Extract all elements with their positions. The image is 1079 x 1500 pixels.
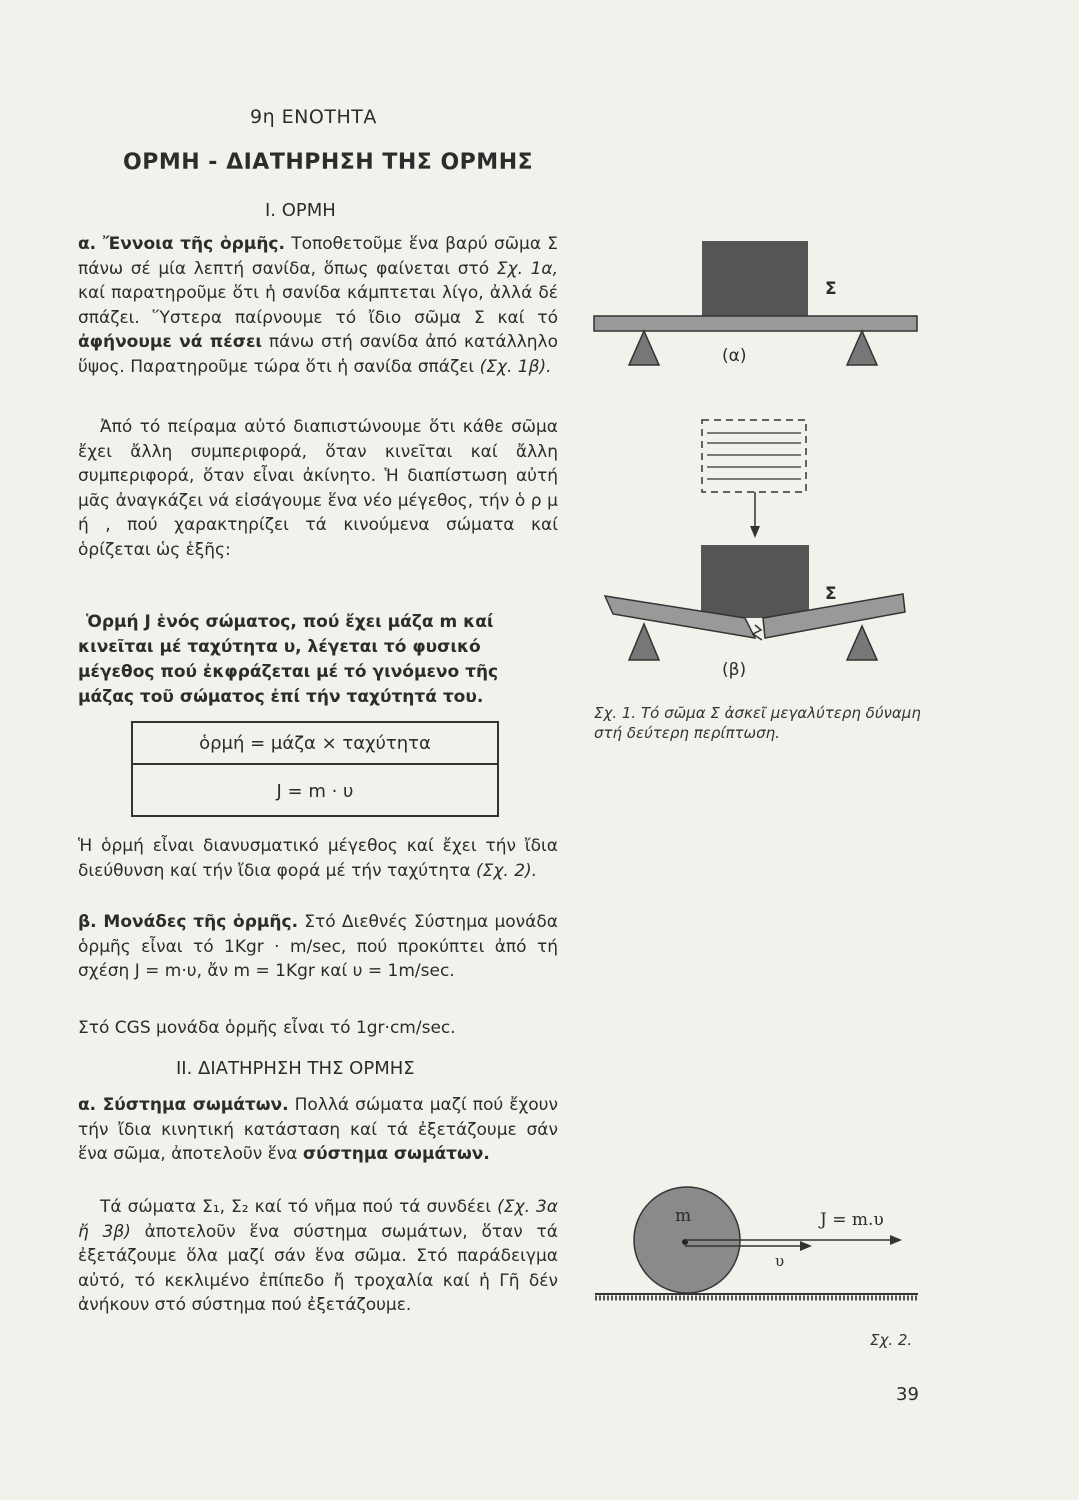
fig-label-b: (β): [722, 660, 747, 680]
figure-2-caption: Σχ. 2.: [870, 1331, 913, 1349]
momentum-label: J = m.υ: [820, 1210, 884, 1230]
paragraph-vector: Ἡ ὁρμή εἶναι διανυσματικό μέγεθος καί ἔχει τήν ἴδια διεύθυνση καί τήν ἴδια φορά μέ τήν ταχύτητα (Σχ. 2).: [78, 836, 558, 881]
support-right-b: [847, 626, 877, 660]
heading-system: α. Σύστημα σωμάτων.: [78, 1095, 289, 1115]
paragraph-experiment: Ἀπό τό πείραμα αὐτό διαπιστώνουμε ὅτι κάθε σῶμα ἔχει ἄλλη συμπεριφορά, ὅταν κινεῖται καί ἄλλη συμπεριφορά, ὅταν εἶναι ἀκίνητο. Ἡ διαπίστωση αὐτή μᾶς ἀναγκάζει νά εἰσάγουμε ἕνα νέο μέγεθος, τήν ὁ ρ μ ή , πού χαρακτηρίζει τά κινούμενα σώματα καί ὁρίζεται ὡς ἑξῆς:: [78, 417, 558, 560]
fig-label-a: (α): [722, 346, 747, 366]
paragraph-cgs: Στό CGS μονάδα ὁρμῆς εἶναι τό 1gr·cm/sec.: [78, 1018, 456, 1038]
definition-text: Ὁρμή J ἑνός σώματος, πού ἔχει μάζα m καί κινεῖται μέ ταχύτητα υ, λέγεται τό φυσικό μέγεθος πού ἐκφράζεται μέ τό γινόμενο τῆς μάζας τοῦ σώματος ἐπί τήν ταχύτητά του.: [78, 612, 499, 707]
support-left-a: [629, 331, 659, 365]
figure-2-diagram: [590, 1180, 930, 1305]
part-heading-1: Ι. ΟΡΜΗ: [265, 200, 336, 221]
block-a: [702, 241, 808, 316]
velocity-label: υ: [775, 1252, 785, 1270]
heading-units: β. Μονάδες τῆς ὁρμῆς.: [78, 912, 299, 932]
support-right-a: [847, 331, 877, 365]
sigma-label-b: Σ: [825, 584, 837, 604]
falling-block-outline: [702, 420, 806, 492]
paragraph-example: Τά σώματα Σ₁, Σ₂ καί τό νῆμα πού τά συνδέει (Σχ. 3α ἤ 3β) ἀποτελοῦν ἕνα σύστημα σωμάτων, ὅταν τά ἐξετάζουμε ὅλα μαζί σάν ἕνα σῶμα. Στό παράδειγμα αὐτό, τό κεκλιμένο ἐπίπεδο ἤ τροχαλία καί ἡ Γῆ δέν ἀνήκουν στό σύστημα πού ἐξετάζουμε.: [78, 1197, 559, 1315]
part-heading-2: ΙΙ. ΔΙΑΤΗΡΗΣΗ ΤΗΣ ΟΡΜΗΣ: [176, 1058, 415, 1079]
sigma-label-a: Σ: [825, 279, 837, 299]
formula-words: ὁρμή = μάζα × ταχύτητα: [133, 723, 497, 765]
paragraph-system: α. Σύστημα σωμάτων. Πολλά σώματα μαζί πού ἔχουν τήν ἴδια κινητική κατάσταση καί τά ἐξετάζουμε σάν ἕνα σῶμα, ἀποτελοῦν ἕνα σύστημα σωμάτων.: [78, 1095, 559, 1164]
block-b: [701, 545, 809, 618]
page-title: ΟΡΜΗ - ΔΙΑΤΗΡΗΣΗ ΤΗΣ ΟΡΜΗΣ: [123, 150, 534, 175]
formula-symbols: J = m · υ: [276, 780, 354, 802]
figure-1-diagram: [585, 230, 935, 690]
heading-concept: α. Ἔννοια τῆς ὁρμῆς.: [78, 234, 285, 254]
paragraph-units: β. Μονάδες τῆς ὁρμῆς. Στό Διεθνές Σύστημα μονάδα ὁρμῆς εἶναι τό 1Kgr · m/sec, πού προκύπτει ἀπό τή σχέση J = m·υ, ἄν m = 1Kgr καί υ = 1m/sec.: [78, 912, 558, 981]
page-number: 39: [896, 1384, 919, 1405]
figure-1-caption: Σχ. 1. Τό σῶμα Σ ἀσκεῖ μεγαλύτερη δύναμη στή δεύτερη περίπτωση.: [594, 704, 921, 742]
paragraph-concept: α. Ἔννοια τῆς ὁρμῆς. Τοποθετοῦμε ἕνα βαρύ σῶμα Σ πάνω σέ μία λεπτή σανίδα, ὅπως φαίνεται στό Σχ. 1α, καί παρατηροῦμε ὅτι ἡ σανίδα κάμπτεται λίγο, ἀλλά δέ σπάζει. Ὕστερα παίρνουμε τό ἴδιο σῶμα Σ καί τό ἀφήνουμε νά πέσει πάνω στή σανίδα ἀπό κατάλληλο ὕψος. Παρατηροῦμε τώρα ὅτι ἡ σανίδα σπάζει (Σχ. 1β).: [78, 234, 559, 377]
formula-box: [131, 721, 499, 817]
plank-a: [594, 316, 917, 331]
mass-label: m: [675, 1206, 692, 1226]
section-label: 9η ΕΝΟΤΗΤΑ: [250, 106, 377, 128]
support-left-b: [629, 624, 659, 660]
